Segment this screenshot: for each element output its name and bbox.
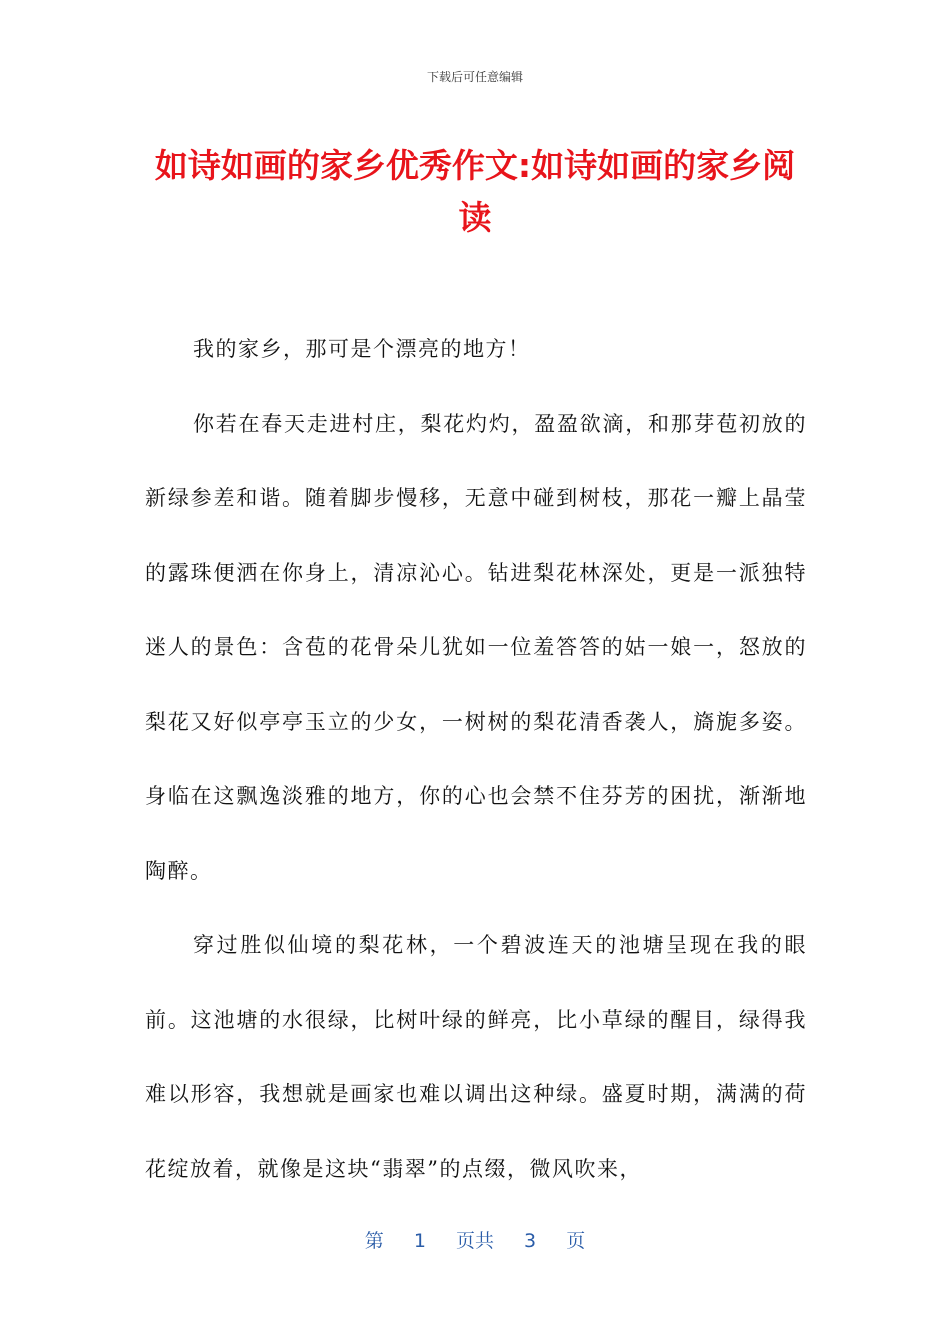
document-title: 如诗如画的家乡优秀作文:如诗如画的家乡阅读 (154, 146, 796, 237)
header-note: 下载后可任意编辑 (426, 70, 523, 84)
page-suffix: 页 (566, 1230, 586, 1252)
page-prefix: 第 (364, 1230, 384, 1252)
paragraph-2: 你若在春天走进村庄，梨花灼灼，盈盈欲滴，和那芽苞初放的新绿参差和谐。随着脚步慢移，无意中碰到树枝，那花一瓣上晶莹的露珠便洒在你身上，清凉沁心。钻进梨花林深处，更是一派独特迷人的景色：含苞的花骨朵儿犹如一位羞答答的姑一娘一，怒放的梨花又好似亭亭玉立的少女，一树树的梨花清香袭人，旖旎多姿。身临在这飘逸淡雅的地方，你的心也会禁不住芬芳的困扰，渐渐地陶醉。 (145, 411, 807, 883)
page-middle: 页共 (455, 1230, 494, 1252)
paragraph-3: 穿过胜似仙境的梨花林，一个碧波连天的池塘呈现在我的眼前。这池塘的水很绿，比树叶绿的鲜亮，比小草绿的醒目，绿得我难以形容，我想就是画家也难以调出这种绿。盛夏时期，满满的荷花绽放着，就像是这块“翡翠”的点缀，微风吹来， (145, 933, 807, 1181)
document-body (145, 312, 807, 1206)
page-current: 1 (413, 1230, 426, 1252)
paragraph-1: 我的家乡，那可是个漂亮的地方！ (193, 337, 531, 361)
page-footer (0, 1226, 950, 1253)
page-total: 3 (524, 1230, 537, 1252)
